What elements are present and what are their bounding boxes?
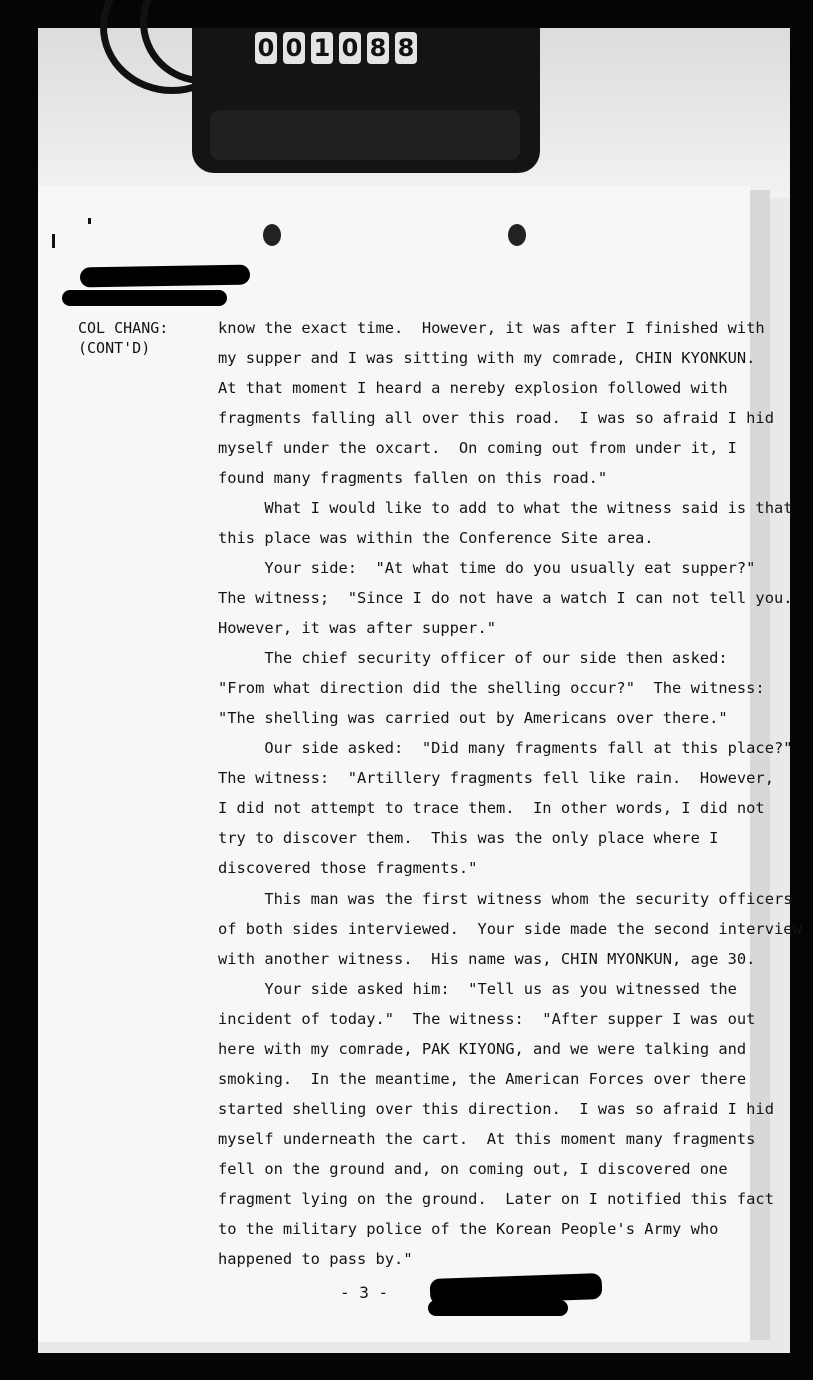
body-line: found many fragments fallen on this road." — [218, 469, 608, 487]
body-line: However, it was after supper." — [218, 619, 496, 637]
body-line: "The shelling was carried out by Americans over there." — [218, 709, 728, 727]
body-line: with another witness. His name was, CHIN MYONKUN, age 30. — [218, 950, 756, 968]
body-line: The witness: "Artillery fragments fell like rain. However, — [218, 769, 774, 787]
header-stamp-redaction — [80, 265, 250, 288]
body-line: to the military police of the Korean People's Army who — [218, 1220, 719, 1238]
ink-mark — [52, 234, 55, 248]
speaker-label — [78, 318, 168, 358]
body-line: myself underneath the cart. At this moment many fragments — [218, 1130, 756, 1148]
ink-mark-small — [88, 218, 91, 224]
counter-digit: 0 — [255, 32, 277, 64]
body-line: this place was within the Conference Site area. — [218, 529, 654, 547]
body-line: At that moment I heard a nereby explosion followed with — [218, 379, 728, 397]
body-line: smoking. In the meantime, the American Forces over there — [218, 1070, 747, 1088]
body-line: fragments falling all over this road. I was so afraid I hid — [218, 409, 774, 427]
body-line: know the exact time. However, it was after I finished with — [218, 319, 765, 337]
frame-counter-digits — [255, 32, 417, 66]
body-line: my supper and I was sitting with my comrade, CHIN KYONKUN. — [218, 349, 756, 367]
body-line: incident of today." The witness: "After supper I was out — [218, 1010, 756, 1028]
page-number: - 3 - — [340, 1283, 389, 1302]
counter-digit: 8 — [367, 32, 389, 64]
body-line: myself under the oxcart. On coming out from under it, I — [218, 439, 737, 457]
counter-digit: 1 — [311, 32, 333, 64]
body-line: Your side asked him: "Tell us as you witnessed the — [218, 980, 737, 998]
body-line: discovered those fragments." — [218, 859, 478, 877]
body-line: fell on the ground and, on coming out, I discovered one — [218, 1160, 728, 1178]
body-line: The chief security officer of our side then asked: — [218, 649, 728, 667]
header-redaction-bar — [62, 290, 227, 306]
punch-hole-right — [508, 224, 526, 246]
body-line: Our side asked: "Did many fragments fall at this place?" — [218, 739, 793, 757]
counter-digit: 0 — [339, 32, 361, 64]
counter-digit: 8 — [395, 32, 417, 64]
body-line: I did not attempt to trace them. In other words, I did not — [218, 799, 765, 817]
body-line: The witness; "Since I do not have a watch I can not tell you. — [218, 589, 793, 607]
punch-hole-left — [263, 224, 281, 246]
body-line: "From what direction did the shelling occur?" The witness: — [218, 679, 765, 697]
body-line: This man was the first witness whom the security officers — [218, 890, 793, 908]
body-line: here with my comrade, PAK KIYONG, and we were talking and — [218, 1040, 747, 1058]
body-line: of both sides interviewed. Your side made the second interview — [218, 920, 802, 938]
speaker-name: COL CHANG: — [78, 319, 169, 337]
body-line: Your side: "At what time do you usually eat supper?" — [218, 559, 756, 577]
body-line: What I would like to add to what the witness said is that — [218, 499, 793, 517]
body-line: try to discover them. This was the only place where I — [218, 829, 719, 847]
counter-digit: 0 — [283, 32, 305, 64]
footer-redaction-bar — [428, 1300, 568, 1316]
frame-counter-base — [210, 110, 520, 160]
body-line: started shelling over this direction. I was so afraid I hid — [218, 1100, 774, 1118]
body-line: happened to pass by." — [218, 1250, 413, 1268]
body-line: fragment lying on the ground. Later on I notified this fact — [218, 1190, 774, 1208]
speaker-continued: (CONT'D) — [78, 339, 151, 357]
